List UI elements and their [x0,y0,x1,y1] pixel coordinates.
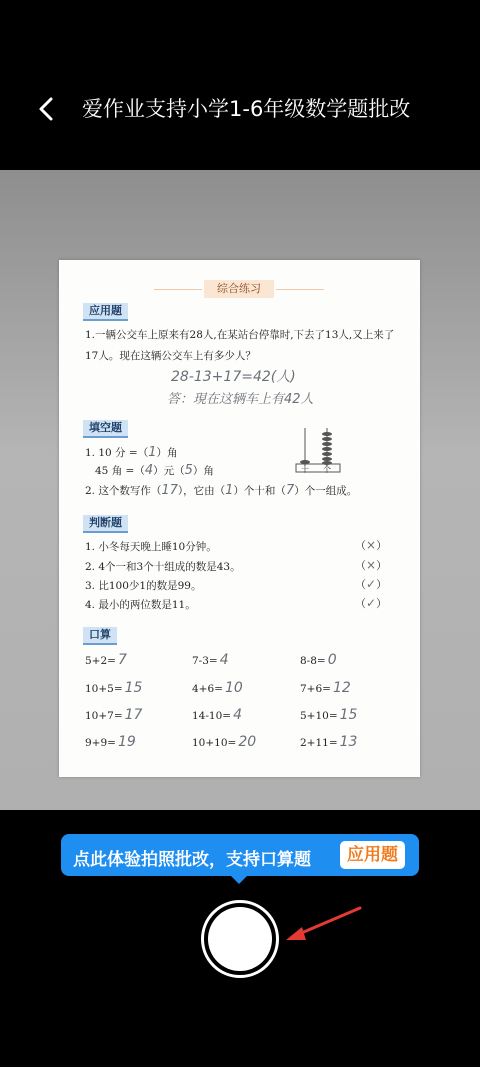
judge-answer-2: × [366,558,377,572]
oral-answer: 12 [332,680,351,696]
banner-rule-right [276,289,324,290]
try-photo-grading-tooltip[interactable] [61,834,419,876]
oral-answer: 7 [117,652,127,668]
oral-item [85,680,142,696]
problem-line-1: 1.一辆公交车上原来有28人,在某站台停靠时,下去了13人,又上来了 [85,329,395,341]
fill-q2-mid: ）元（ [153,465,185,477]
header-bar [0,0,480,170]
fill-q1-answer: 1 [148,445,157,460]
oral-question: 10+5= [85,683,123,695]
fill-q2-prefix: 45 角 =（ [95,465,145,477]
fill-q2-suffix: ）角 [192,465,214,477]
oral-item [300,652,337,668]
oral-answer: 17 [124,707,143,723]
oral-answer: 15 [339,707,358,723]
oral-item [192,707,242,723]
oral-question: 10+10= [192,737,237,749]
oral-item [192,734,256,750]
judge-answer-1: × [366,538,377,552]
oral-item [85,652,127,668]
section-tag-fill: 填空题 [83,420,128,438]
fill-q3-answer-3: 7 [285,483,295,498]
fill-q2-answer-1: 4 [144,463,154,478]
judge-mark-4: （✓） [355,596,388,610]
fill-q3-answer-1: 17 [161,483,178,498]
oral-answer: 20 [238,734,257,750]
handwritten-work: 28-13+17=42(人) [171,369,296,385]
handwritten-answer: 答：現在这辆车上有42人 [167,392,314,407]
oral-question: 2+11= [300,737,338,749]
shutter-inner [208,907,272,971]
oral-question: 4+6= [192,683,223,695]
fill-q3-mid-2: ）个十和（ [233,485,286,497]
fill-question-1 [85,445,177,460]
fill-q1-suffix: ）角 [156,447,178,459]
oral-question: 9+9= [85,737,116,749]
fill-q3-answer-2: 1 [225,483,234,498]
oral-question: 10+7= [85,710,123,722]
problem-line-2: 17人。现在这辆公交车上有多少人？ [85,350,256,362]
worksheet-paper [59,260,420,777]
oral-answer: 10 [224,680,243,696]
judge-item-3: 3. 比100少1的数是99。 [85,580,202,592]
oral-item [192,652,229,668]
section-tag-application: 应用题 [83,303,128,321]
tooltip-text: 点此体验拍照批改，支持口算题 [73,850,311,870]
judge-item-4: 4. 最小的两位数是11。 [85,599,196,611]
oral-question: 5+2= [85,655,116,667]
section-tag-judge: 判断题 [83,515,128,533]
oral-answer: 4 [233,707,242,723]
oral-item [300,707,357,723]
fill-question-1b [95,463,214,478]
camera-viewfinder [0,170,480,810]
judge-answer-3: ✓ [366,577,377,591]
judge-answer-4: ✓ [366,596,377,610]
judge-mark-1: （×） [355,538,388,552]
oral-answer: 13 [339,734,358,750]
oral-item [300,734,357,750]
fill-q2-answer-2: 5 [184,463,193,478]
oral-question: 8-8= [300,655,326,667]
shutter-button[interactable] [201,900,279,978]
tooltip-badge: 应用题 [340,841,405,869]
fill-q3-mid-1: ），它由（ [177,485,226,497]
oral-answer: 0 [327,652,337,668]
judge-mark-3: （✓） [355,577,388,591]
fill-q3-suffix: ）个一组成。 [294,485,358,497]
judge-mark-2: （×） [355,558,388,572]
tooltip-pointer [229,874,249,884]
oral-answer: 15 [124,680,143,696]
oral-answer: 19 [117,734,136,750]
oral-question: 14-10= [192,710,232,722]
oral-item [192,680,243,696]
pointer-arrow-icon [280,900,370,950]
oral-item [300,680,351,696]
judge-item-1: 1. 小冬每天晚上睡10分钟。 [85,541,217,553]
oral-question: 5+10= [300,710,338,722]
section-tag-oral: 口算 [83,627,117,645]
oral-item [85,707,142,723]
back-arrow-icon[interactable] [34,96,60,122]
abacus-ones-label: 个 [323,465,331,474]
banner-rule-left [154,289,202,290]
fill-q3-prefix: 2. 这个数写作（ [85,485,162,497]
oral-question: 7+6= [300,683,331,695]
oral-question: 7-3= [192,655,218,667]
judge-item-2: 2. 4个一和3个十组成的数是43。 [85,561,241,573]
oral-answer: 4 [219,652,229,668]
fill-question-2 [85,483,357,498]
oral-item [85,734,136,750]
worksheet-banner: 综合练习 [204,280,274,298]
page-title: 爱作业支持小学1-6年级数学题批改 [82,97,411,121]
fill-q1-prefix: 1. 10 分 =（ [85,447,149,459]
abacus-tens-label: 十 [301,465,309,474]
